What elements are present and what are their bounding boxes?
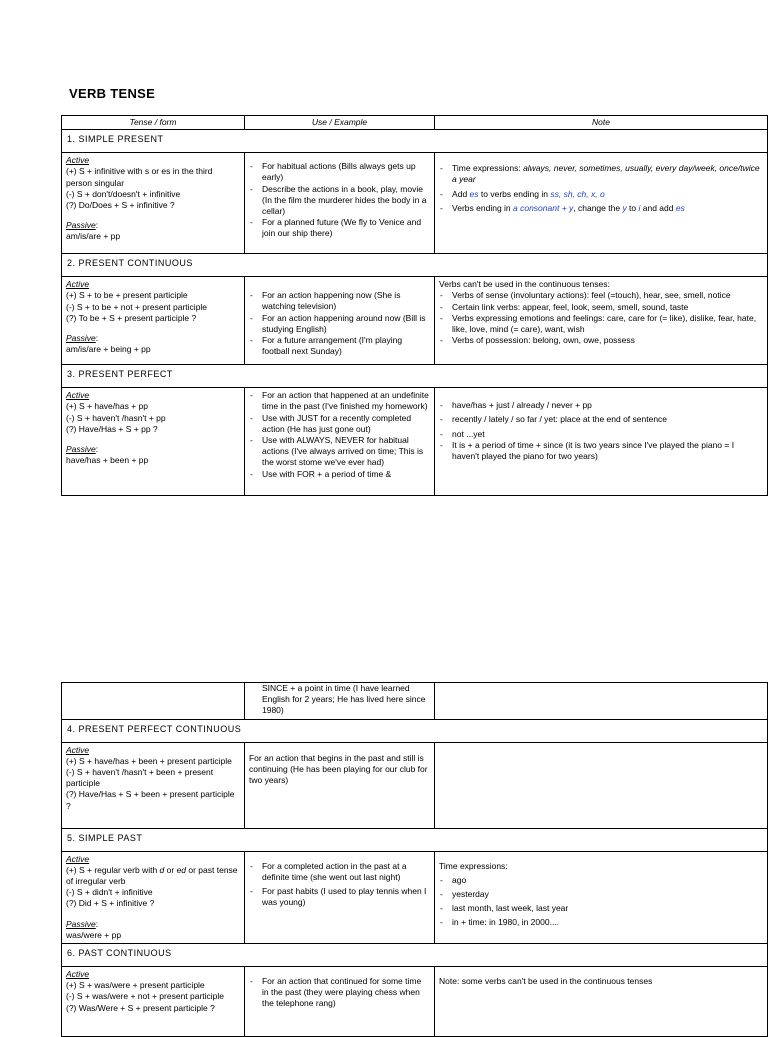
active-label: Active — [66, 969, 90, 980]
form-line: (?) Did + S + infinitive ? — [66, 898, 155, 909]
form-line: (?) Was/Were + S + present participle ? — [66, 1002, 215, 1013]
header-note: Note — [435, 116, 768, 130]
list-item: - Use with ALWAYS, NEVER for habitual actions (I've always arrived on time; This is the worst stome we've ever had) — [249, 435, 430, 469]
passive-label: Passive — [66, 220, 96, 231]
form-line: (+) S + to be + present participle — [66, 290, 188, 301]
present-continuous-note — [435, 277, 768, 365]
list-item: - last month, last week, last year — [439, 903, 763, 914]
form-line: (?) Have/Has + S + pp ? — [66, 423, 158, 434]
present-perfect-use-cont — [244, 683, 434, 720]
present-continuous-form: Active (+) S + to be + present participle (-) S + to be + not + present participle (?) To be + S + present participle ? Passive: am/is/are + being + pp — [62, 277, 245, 365]
simple-past-note — [435, 851, 768, 943]
list-item: - in + time: in 1980, in 2000.... — [439, 917, 763, 928]
past-continuous-use — [244, 967, 434, 1037]
section-past-continuous: 6. PAST CONTINUOUS — [62, 944, 768, 967]
section-simple-past: 5. SIMPLE PAST — [62, 828, 768, 851]
list-item: - have/has + just / already / never + pp — [439, 400, 763, 411]
header-use-example: Use / Example — [245, 116, 435, 130]
use-continuation: SINCE + a point in time (I have learned English for 2 years; He has lived here since 1980) — [261, 683, 426, 716]
list-item: - Add es to verbs ending in ss, sh, ch, x, o — [439, 189, 763, 200]
form-line: (?) Do/Does + S + infinitive ? — [66, 200, 175, 211]
section-simple-present: 1. SIMPLE PRESENT — [62, 130, 768, 153]
section-present-perfect: 3. PRESENT PERFECT — [62, 365, 768, 388]
list-item: - not ...yet — [439, 429, 763, 440]
list-item: - For past habits (I used to play tennis when I was young) — [249, 886, 430, 908]
present-perfect-note-cont — [435, 683, 768, 720]
list-item: - recently / lately / so far / yet: place at the end of sentence — [439, 414, 763, 425]
form-line: (-) S + to be + not + present participle — [66, 301, 208, 312]
note-intro: Time expressions: — [439, 860, 508, 871]
list-item: - yesterday — [439, 889, 763, 900]
form-line: (-) S + haven't /hasn't + been + present participle — [66, 767, 214, 789]
section-present-continuous: 2. PRESENT CONTINUOUS — [62, 254, 768, 277]
active-label: Active — [66, 155, 90, 166]
form-line: (?) To be + S + present participle ? — [66, 312, 197, 323]
past-continuous-note: Note: some verbs can't be used in the continuous tenses — [435, 967, 768, 1037]
active-label: Active — [66, 390, 90, 401]
list-item: - Time expressions: always, never, sometimes, usually, every day/week, once/twice a year — [439, 163, 763, 185]
list-item: - For a planned future (We fly to Venice and join our ship there) — [249, 217, 430, 239]
active-label: Active — [66, 279, 90, 290]
list-item: - Certain link verbs: appear, feel, look, seem, smell, sound, taste — [439, 302, 763, 313]
active-label: Active — [66, 853, 90, 864]
list-item: - Use with JUST for a recently completed action (He has just gone out) — [249, 413, 430, 435]
list-item: - It is + a period of time + since (it is two years since I've played the piano = I haven't played the piano for two years) — [439, 440, 763, 462]
passive-label: Passive — [66, 444, 96, 455]
form-line: (-) S + haven't /hasn't + pp — [66, 412, 166, 423]
form-line: (+) S + was/were + present participle — [66, 980, 205, 991]
form-line: (-) S + didn't + infinitive — [66, 887, 153, 898]
list-item: - For an action that continued for some time in the past (they were playing chess when the telephone rang) — [249, 976, 430, 1010]
present-perfect-continuous-note — [435, 742, 768, 828]
passive-form: was/were + pp — [66, 929, 122, 940]
form-line: (+) S + regular verb with d or ed or past tense of irregular verb — [66, 864, 238, 887]
simple-present-note — [435, 153, 768, 254]
list-item: - For an action happening now (She is watching television) — [249, 290, 430, 312]
simple-past-form: Active (+) S + regular verb with d or ed or past tense of irregular verb (-) S + didn't + infinitive (?) Did + S + infinitive ? Passive: was/were + pp — [62, 851, 245, 943]
list-item: - For habitual actions (Bills always gets up early) — [249, 161, 430, 183]
passive-label: Passive — [66, 333, 96, 344]
present-perfect-continuous-form — [62, 742, 245, 828]
form-line: (+) S + have/has + been + present participle — [66, 755, 232, 766]
active-label: Active — [66, 744, 90, 755]
section-present-perfect-continuous: 4. PRESENT PERFECT CONTINUOUS — [62, 719, 768, 742]
passive-label: Passive — [66, 918, 96, 929]
simple-present-form: Active (+) S + infinitive with s or es in the third person singular (-) S + don't/doesn't + infinitive (?) Do/Does + S + infinitive ? Passive: am/is/are + pp — [62, 153, 245, 254]
present-perfect-form: Active (+) S + have/has + pp (-) S + haven't /hasn't + pp (?) Have/Has + S + pp ? Passive: have/has + been + pp — [62, 388, 245, 496]
list-item: - For an action that happened at an undefinite time in the past (I've finished my homework) — [249, 390, 430, 412]
present-perfect-use — [245, 388, 435, 496]
present-continuous-use — [245, 277, 435, 365]
passive-form: am/is/are + being + pp — [66, 344, 151, 355]
list-item: - Verbs of sense (involuntary actions): feel (=touch), hear, see, smell, notice — [439, 290, 763, 301]
form-line: (-) S + don't/doesn't + infinitive — [66, 188, 181, 199]
list-item: - Verbs ending in a consonant + y, change the y to i and add es — [439, 203, 763, 214]
list-item: - Verbs of possession: belong, own, owe, possess — [439, 335, 763, 346]
note-intro: Verbs can't be used in the continuous tenses: — [439, 279, 610, 290]
passive-form: have/has + been + pp — [66, 455, 149, 466]
past-continuous-form — [62, 967, 245, 1037]
form-line: (+) S + infinitive with s or es in the third person singular — [66, 166, 213, 188]
list-item: - For an action happening around now (Bill is studying English) — [249, 313, 430, 335]
verb-tense-table-page-1 — [61, 115, 768, 496]
list-item: - For a completed action in the past at a definite time (she went out last night) — [249, 861, 430, 883]
page-title: VERB TENSE — [69, 86, 156, 101]
form-line: (-) S + was/were + not + present participle — [66, 991, 225, 1002]
form-line: (?) Have/Has + S + been + present participle ? — [66, 789, 235, 811]
form-line: (+) S + have/has + pp — [66, 401, 148, 412]
simple-present-use — [245, 153, 435, 254]
verb-tense-table-page-2 — [61, 682, 768, 1037]
present-perfect-note — [435, 388, 768, 496]
header-tense-form: Tense / form — [62, 116, 245, 130]
present-perfect-continuous-use: For an action that begins in the past and still is continuing (He has been playing for our club for two years) — [244, 742, 434, 828]
list-item: - Use with FOR + a period of time & — [249, 469, 430, 480]
list-item: - For a future arrangement (I'm playing football next Sunday) — [249, 335, 430, 357]
present-perfect-form-cont — [62, 683, 245, 720]
simple-past-use — [244, 851, 434, 943]
passive-form: am/is/are + pp — [66, 231, 121, 242]
list-item: - Verbs expressing emotions and feelings: care, care for (= like), dislike, fear, hate, like, love, mind (= care), want, wish — [439, 313, 763, 335]
list-item: - ago — [439, 875, 763, 886]
list-item: - Describe the actions in a book, play, movie (In the film the murderer hides the body in a cellar) — [249, 184, 430, 218]
